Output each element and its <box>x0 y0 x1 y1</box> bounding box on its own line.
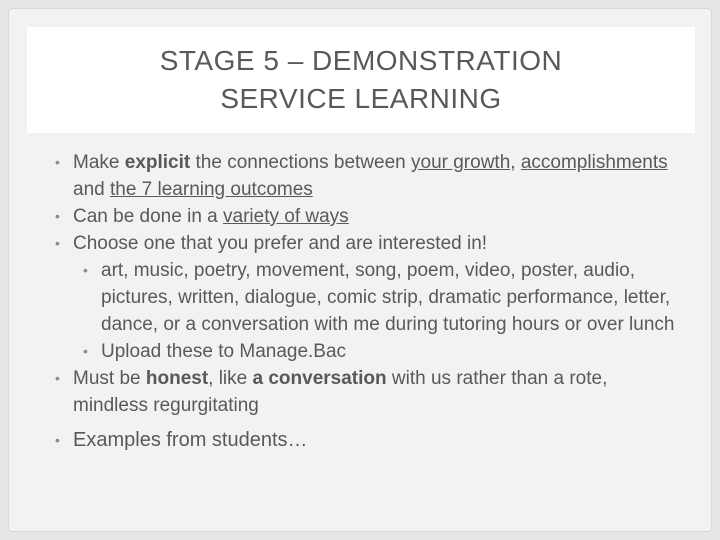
title-box <box>27 27 695 133</box>
bullet-item <box>55 230 675 257</box>
slide-title-line-2: SERVICE LEARNING <box>220 83 502 114</box>
bullet-dot-icon: • <box>55 235 60 251</box>
bullet-dot-icon: • <box>55 208 60 224</box>
slide <box>8 8 712 532</box>
sub-bullet-item <box>55 338 675 365</box>
bullet-text-segment: your growth <box>411 152 511 173</box>
bullet-text-segment: Make <box>73 152 125 173</box>
bullet-text-segment: and <box>73 179 110 200</box>
bullet-item <box>55 149 675 203</box>
bullet-item <box>55 203 675 230</box>
bullet-text-segment: variety of ways <box>223 206 349 227</box>
bullet-dot-icon: • <box>83 262 88 278</box>
slide-title-line-1: STAGE 5 – DEMONSTRATION <box>159 45 563 76</box>
bullet-list <box>55 149 675 454</box>
bullet-text-segment: honest <box>145 368 209 389</box>
bullet-item <box>55 365 675 419</box>
bullet-text-segment: accomplishments <box>520 152 668 173</box>
bullet-item <box>55 427 675 454</box>
bullet-text-segment: Can be done in a <box>73 206 224 227</box>
bullet-text-segment: with us rather than a rote, mindless regurgitating <box>73 368 608 416</box>
bullet-text-segment: Choose one that you prefer and are interested in! <box>73 233 488 254</box>
bullet-text-segment: a conversation <box>252 368 387 389</box>
bullet-text-segment: the connections between <box>190 152 411 173</box>
bullet-dot-icon: • <box>55 370 60 386</box>
bullet-text-segment: Must be <box>73 368 146 389</box>
bullet-text-segment: , like <box>208 368 253 389</box>
bullet-text-segment: Examples from students… <box>73 429 308 451</box>
bullet-text-segment: Upload these to Manage.Bac <box>101 341 347 362</box>
bullet-text-segment: , <box>510 152 521 173</box>
bullet-dot-icon: • <box>55 154 60 170</box>
bullet-text-segment: the 7 learning outcomes <box>109 179 313 200</box>
bullet-text-segment: explicit <box>124 152 191 173</box>
bullet-text-segment: art, music, poetry, movement, song, poem, video, poster, audio, pictures, written, dialogue, comic strip, dramatic performance, letter, dance, or a conversation with me during tutoring hours or over lunch <box>101 260 675 335</box>
bullet-dot-icon: • <box>55 432 60 448</box>
bullet-dot-icon: • <box>83 343 88 359</box>
sub-bullet-item <box>55 257 675 338</box>
